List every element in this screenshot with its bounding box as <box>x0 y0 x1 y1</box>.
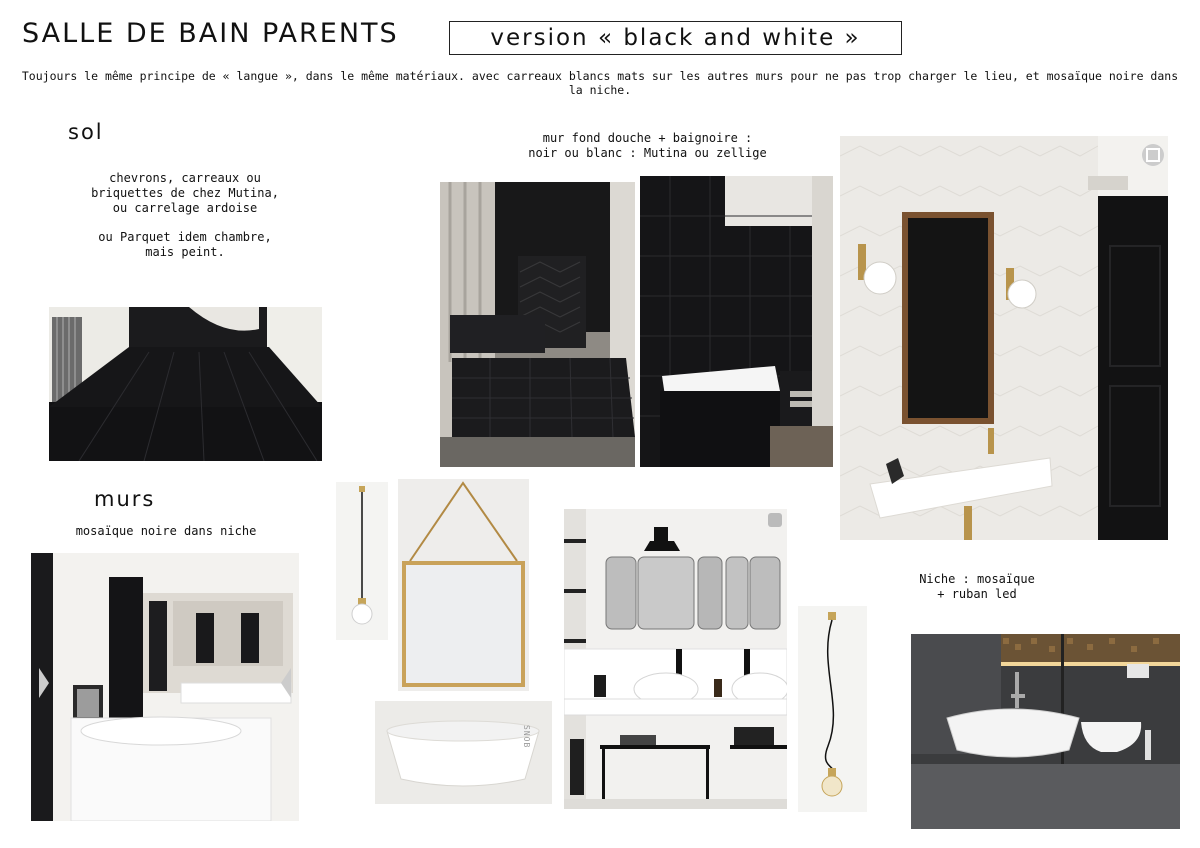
hanging-mirror-photo <box>398 479 529 691</box>
niche-note <box>887 572 1067 602</box>
dark-floor-photo <box>49 307 322 461</box>
version-label: version « black and white » <box>449 21 902 55</box>
bath-niche-photo <box>31 553 299 821</box>
herringbone-vanity-photo <box>840 136 1168 540</box>
sol-note-line: briquettes de chez Mutina, <box>91 186 279 200</box>
pendant-light-photo <box>798 606 867 812</box>
sol-note-line: chevrons, carreaux ou <box>109 171 261 185</box>
photo-watermark: SNOB <box>522 725 531 749</box>
niche-note-line: Niche : mosaïque <box>919 572 1035 586</box>
sol-note-line: ou carrelage ardoise <box>112 201 258 215</box>
sol-note-line: ou Parquet idem chambre, <box>98 230 272 244</box>
murs-heading: murs <box>94 487 156 511</box>
zellige-bath-photo <box>640 176 833 467</box>
douche-note-line: noir ou blanc : Mutina ou zellige <box>528 146 767 160</box>
double-vanity-photo <box>564 509 787 809</box>
douche-note <box>470 131 825 161</box>
niche-led-photo <box>911 634 1180 829</box>
sol-note-line: mais peint. <box>145 245 225 259</box>
niche-note-line: + ruban led <box>937 587 1017 601</box>
douche-note-line: mur fond douche + baignoire : <box>542 131 753 145</box>
vessel-basin-photo <box>375 701 552 804</box>
page-title: SALLE DE BAIN PARENTS <box>22 18 399 49</box>
sol-note <box>50 171 320 260</box>
pendant-light-photo <box>336 482 388 640</box>
intro-text: Toujours le même principe de « langue », dans le même matériaux. avec carreaux blancs mats sur les autres murs pour ne pas trop charger le lieu, et mosaïque noire dans la niche. <box>21 69 1179 97</box>
murs-note: mosaïque noire dans niche <box>75 524 257 538</box>
black-tiles-photo <box>440 182 635 467</box>
sol-heading: sol <box>68 120 104 144</box>
